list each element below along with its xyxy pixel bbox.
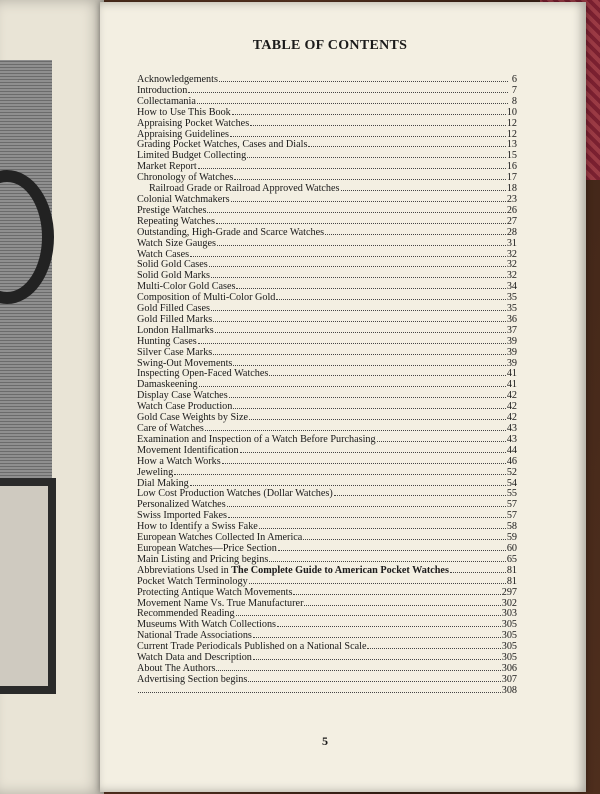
toc-leader-dots: [138, 684, 501, 693]
toc-entry: [137, 302, 517, 313]
toc-entry: [137, 378, 517, 389]
toc-entry-page: 59: [506, 532, 517, 544]
toc-entry-page: 43: [506, 423, 517, 434]
toc-entry: [137, 106, 517, 117]
toc-entry-page: 35: [506, 303, 517, 315]
toc-entry: [137, 324, 517, 335]
toc-entry: [137, 84, 517, 95]
toc-entry-label: Colonial Watchmakers: [137, 193, 230, 205]
toc-entry: [137, 117, 517, 128]
toc-entry: [137, 149, 517, 160]
toc-entry-label: Care of Watches: [137, 423, 204, 434]
toc-entry-page: 54: [506, 477, 517, 489]
toc-entry-page: 27: [506, 215, 517, 227]
toc-leader-dots: [253, 629, 501, 638]
toc-entry-page: 34: [506, 281, 517, 293]
toc-leader-dots: [217, 237, 506, 246]
toc-leader-dots: [190, 477, 506, 486]
toc-leader-dots: [341, 182, 506, 191]
toc-entry: [137, 520, 517, 531]
toc-leader-dots: [227, 498, 506, 507]
toc-entry-page: 42: [506, 412, 517, 424]
toc-entry-label: About The Authors: [137, 662, 216, 674]
toc-entry: [137, 487, 517, 498]
toc-entry-page: 13: [506, 139, 517, 151]
left-page-frame-graphic: [0, 478, 56, 694]
toc-entry: [137, 400, 517, 411]
toc-entry: [137, 313, 517, 324]
toc-entry-label: Inspecting Open-Faced Watches: [137, 368, 269, 380]
toc-entry: [137, 422, 517, 433]
toc-entry-label: Jeweling: [137, 466, 174, 478]
toc-entry-page: 81: [506, 575, 517, 587]
toc-entry-page: 305: [501, 641, 517, 653]
toc-entry-label: Low Cost Production Watches (Dollar Watches): [137, 488, 333, 500]
toc-leader-dots: [213, 313, 506, 322]
toc-entry-label: Appraising Pocket Watches: [137, 117, 250, 129]
toc-entry: [137, 73, 517, 84]
toc-leader-dots: [250, 117, 506, 126]
toc-entry-page: 36: [506, 313, 517, 325]
toc-leader-dots: [231, 193, 506, 202]
toc-leader-dots: [230, 128, 506, 137]
toc-entry-page: 39: [506, 346, 517, 358]
toc-leader-dots: [222, 455, 506, 464]
toc-entry-label: Personalized Watches: [137, 499, 226, 511]
toc-leader-dots: [325, 226, 506, 235]
toc-entry-page: 55: [506, 488, 517, 500]
toc-entry-page: 46: [506, 455, 517, 467]
toc-entry: [137, 575, 517, 586]
toc-leader-dots: [277, 618, 501, 627]
toc-entry-label: Grading Pocket Watches, Cases and Dials: [137, 139, 308, 151]
toc-entry-label: Railroad Grade or Railroad Approved Watches: [149, 183, 340, 195]
toc-leader-dots: [228, 509, 506, 518]
toc-entry-label: Multi-Color Gold Cases: [137, 281, 236, 293]
toc-leader-dots: [334, 487, 506, 496]
toc-entry: [137, 215, 517, 226]
toc-leader-dots: [269, 367, 505, 376]
toc-entry-page: 297: [501, 586, 517, 598]
toc-entry-label: Watch Case Production: [137, 401, 233, 413]
toc-entry-label: Hunting Cases: [137, 335, 197, 347]
toc-entry-label: Watch Cases: [137, 248, 190, 260]
toc-entry-page: 32: [506, 259, 517, 271]
toc-entry-page: 41: [506, 379, 517, 391]
toc-entry-label: Outstanding, High-Grade and Scarce Watches: [137, 226, 325, 238]
toc-leader-dots: [240, 444, 506, 453]
toc-entry: [137, 455, 517, 466]
toc-entry-label: Acknowledgements: [137, 74, 218, 85]
toc-leader-dots: [229, 389, 506, 398]
toc-entry-label: Dial Making: [137, 477, 189, 489]
toc-entry: [137, 466, 517, 477]
toc-entry: [137, 204, 517, 215]
toc-entry: [137, 564, 517, 575]
toc-entry-label: Market Report: [137, 161, 197, 173]
toc-leader-dots: [190, 248, 506, 257]
toc-entry-label: Gold Filled Marks: [137, 313, 213, 325]
toc-leader-dots: [207, 204, 505, 213]
toc-entry-page: 306: [501, 662, 517, 674]
toc-entry-label: Gold Filled Cases: [137, 303, 211, 315]
toc-entry-label: Prestige Watches: [137, 204, 207, 216]
toc-entry-label: Introduction: [137, 84, 188, 96]
toc-leader-dots: [450, 564, 506, 573]
toc-entry-label: Gold Case Weights by Size: [137, 412, 249, 424]
toc-entry-page: 31: [506, 237, 517, 249]
toc-entry: [137, 389, 517, 400]
toc-entry-page: 37: [506, 324, 517, 336]
toc-leader-dots: [247, 149, 506, 158]
toc-entry-page: 6: [511, 74, 517, 85]
toc-leader-dots: [276, 291, 505, 300]
table-of-contents: [137, 73, 517, 695]
toc-entry-label: How to Identify a Swiss Fake: [137, 521, 258, 533]
toc-entry-page: 81: [506, 564, 517, 576]
toc-entry-label: Watch Data and Description: [137, 652, 252, 664]
toc-leader-dots: [249, 411, 506, 420]
toc-leader-dots: [278, 542, 506, 551]
toc-leader-dots: [174, 466, 506, 475]
toc-leader-dots: [197, 95, 508, 104]
toc-leader-dots: [236, 280, 505, 289]
toc-entry: [137, 444, 517, 455]
toc-entry-label: How to Use This Book: [137, 106, 231, 118]
toc-entry-page: 305: [501, 619, 517, 631]
toc-entry-page: 39: [506, 335, 517, 347]
toc-entry-label: Chronology of Watches: [137, 172, 234, 184]
page-number: 5: [322, 734, 328, 748]
toc-entry: [137, 182, 517, 193]
toc-entry-label: London Hallmarks: [137, 324, 214, 336]
toc-leader-dots: [216, 662, 500, 671]
toc-entry-page: 303: [501, 608, 517, 620]
toc-leader-dots: [216, 215, 506, 224]
toc-entry-label: Display Case Watches: [137, 390, 228, 402]
toc-entry-page: 308: [501, 684, 517, 696]
toc-entry-page: 18: [506, 183, 517, 195]
toc-entry-label: Recommended Reading: [137, 608, 235, 620]
toc-entry-page: 16: [506, 161, 517, 173]
toc-entry-label: Watch Size Gauges: [137, 237, 216, 249]
toc-entry: [137, 138, 517, 149]
toc-leader-dots: [367, 640, 500, 649]
toc-leader-dots: [259, 520, 506, 529]
toc-entry-page: 8: [511, 95, 517, 107]
toc-entry-page: 35: [506, 292, 517, 304]
toc-entry-page: 32: [506, 270, 517, 282]
toc-entry: [137, 95, 517, 106]
toc-entry: [137, 498, 517, 509]
toc-entry-page: 305: [501, 652, 517, 664]
toc-entry: [137, 477, 517, 488]
toc-leader-dots: [215, 324, 506, 333]
toc-entry-page: 307: [501, 673, 517, 685]
toc-entry-page: 26: [506, 204, 517, 216]
toc-entry-page: 12: [506, 117, 517, 129]
toc-leader-dots: [293, 586, 500, 595]
toc-entry-page: 302: [501, 597, 517, 609]
toc-leader-dots: [248, 673, 500, 682]
toc-entry-page: 43: [506, 433, 517, 445]
toc-entry-page: 52: [506, 466, 517, 478]
toc-entry-label: Collectamania: [137, 95, 196, 107]
toc-entry: [137, 586, 517, 597]
toc-entry-label: Protecting Antique Watch Movements: [137, 586, 293, 598]
toc-leader-dots: [219, 73, 508, 82]
toc-leader-dots: [253, 651, 501, 660]
toc-entry: [137, 651, 517, 662]
toc-entry-label: Swing-Out Movements: [137, 357, 233, 369]
toc-entry-page: 23: [506, 193, 517, 205]
toc-entry-page: 42: [506, 401, 517, 413]
toc-entry-label: Advertising Section begins: [137, 673, 248, 685]
toc-entry: [137, 509, 517, 520]
toc-entry-label: European Watches—Price Section: [137, 542, 277, 554]
toc-entry: [137, 160, 517, 171]
toc-entry: [137, 128, 517, 139]
toc-entry: [137, 258, 517, 269]
toc-entry-page: 305: [501, 630, 517, 642]
toc-entry-page: 41: [506, 368, 517, 380]
toc-entry-label: Swiss Imported Fakes: [137, 510, 227, 522]
toc-entry-label: Limited Budget Collecting: [137, 150, 247, 162]
toc-entry-page: 57: [506, 510, 517, 522]
toc-entry-label: Solid Gold Marks: [137, 270, 211, 282]
toc-entry: [137, 629, 517, 640]
toc-entry: [137, 640, 517, 651]
toc-entry-page: 44: [506, 444, 517, 456]
toc-leader-dots: [213, 346, 506, 355]
toc-entry: [137, 433, 517, 444]
toc-entry-page: 28: [506, 226, 517, 238]
toc-leader-dots: [308, 138, 505, 147]
toc-leader-dots: [233, 357, 505, 366]
toc-leader-dots: [234, 171, 505, 180]
toc-entry: [137, 248, 517, 259]
book-page: [100, 2, 586, 792]
toc-entry-page: 58: [506, 521, 517, 533]
toc-entry-page: 42: [506, 390, 517, 402]
toc-entry: [137, 237, 517, 248]
toc-entry-page: 10: [506, 106, 517, 118]
toc-entry-label: Repeating Watches: [137, 215, 215, 227]
toc-entry: [137, 346, 517, 357]
toc-entry-label: Appraising Guidelines: [137, 128, 229, 140]
toc-entry-label: How a Watch Works: [137, 455, 221, 467]
toc-entry-label: Movement Identification: [137, 444, 239, 456]
toc-leader-dots: [233, 400, 505, 409]
toc-entry-page: 32: [506, 248, 517, 260]
toc-entry: [137, 673, 517, 684]
toc-entry-label: Composition of Multi-Color Gold: [137, 292, 276, 304]
toc-leader-dots: [211, 269, 506, 278]
toc-leader-dots: [249, 575, 506, 584]
toc-entry-label: Pocket Watch Terminology: [137, 575, 248, 587]
toc-entry-page: 12: [506, 128, 517, 140]
toc-entry-label: National Trade Associations: [137, 630, 252, 642]
toc-entry-page: 7: [511, 84, 517, 96]
toc-entry-page: 57: [506, 499, 517, 511]
toc-entry-label: Examination and Inspection of a Watch Before Purchasing: [137, 433, 376, 445]
toc-entry: [137, 280, 517, 291]
toc-leader-dots: [209, 258, 506, 267]
toc-entry-page: 65: [506, 553, 517, 565]
toc-entry-label: Main Listing and Pricing begins: [137, 553, 269, 565]
toc-leader-dots: [198, 335, 506, 344]
toc-leader-dots: [199, 378, 506, 387]
toc-leader-dots: [205, 422, 506, 431]
toc-leader-dots: [232, 106, 506, 115]
toc-entry: [137, 291, 517, 302]
toc-entry: [137, 684, 517, 695]
toc-entry: [137, 531, 517, 542]
toc-entry: [137, 171, 517, 182]
toc-entry: [137, 269, 517, 280]
toc-entry-page: 60: [506, 542, 517, 554]
toc-leader-dots: [303, 531, 505, 540]
left-page: [0, 0, 104, 794]
toc-entry: [137, 607, 517, 618]
toc-leader-dots: [188, 84, 508, 93]
toc-entry: [137, 357, 517, 368]
toc-leader-dots: [211, 302, 506, 311]
toc-entry-label: Abbreviations Used in The Complete Guide to American Pocket Watches: [137, 564, 449, 576]
toc-entry-label: Damaskeening: [137, 379, 198, 391]
toc-entry-label: Movement Name Vs. True Manufacturer: [137, 597, 304, 609]
toc-entry: [137, 226, 517, 237]
toc-entry-page: 17: [506, 172, 517, 184]
toc-leader-dots: [377, 433, 506, 442]
toc-entry: [137, 335, 517, 346]
toc-entry-label: Solid Gold Cases: [137, 259, 208, 271]
toc-entry: [137, 662, 517, 673]
toc-entry: [137, 597, 517, 608]
toc-entry: [137, 542, 517, 553]
toc-entry: [137, 411, 517, 422]
toc-entry-page: 39: [506, 357, 517, 369]
toc-entry-page: 15: [506, 150, 517, 162]
toc-leader-dots: [304, 597, 500, 606]
page-title: TABLE OF CONTENTS: [252, 38, 408, 53]
toc-entry-label: Museums With Watch Collections: [137, 619, 277, 631]
toc-leader-dots: [269, 553, 506, 562]
toc-entry-label: Current Trade Periodicals Published on a National Scale: [137, 641, 367, 653]
toc-leader-dots: [198, 160, 506, 169]
toc-leader-dots: [236, 607, 501, 616]
toc-entry: [137, 193, 517, 204]
toc-entry: [137, 553, 517, 564]
toc-entry-label: European Watches Collected In America: [137, 532, 303, 544]
toc-entry-book-title: The Complete Guide to American Pocket Watches: [231, 564, 449, 576]
toc-entry-label: Silver Case Marks: [137, 346, 213, 358]
toc-entry: [137, 367, 517, 378]
toc-entry: [137, 618, 517, 629]
